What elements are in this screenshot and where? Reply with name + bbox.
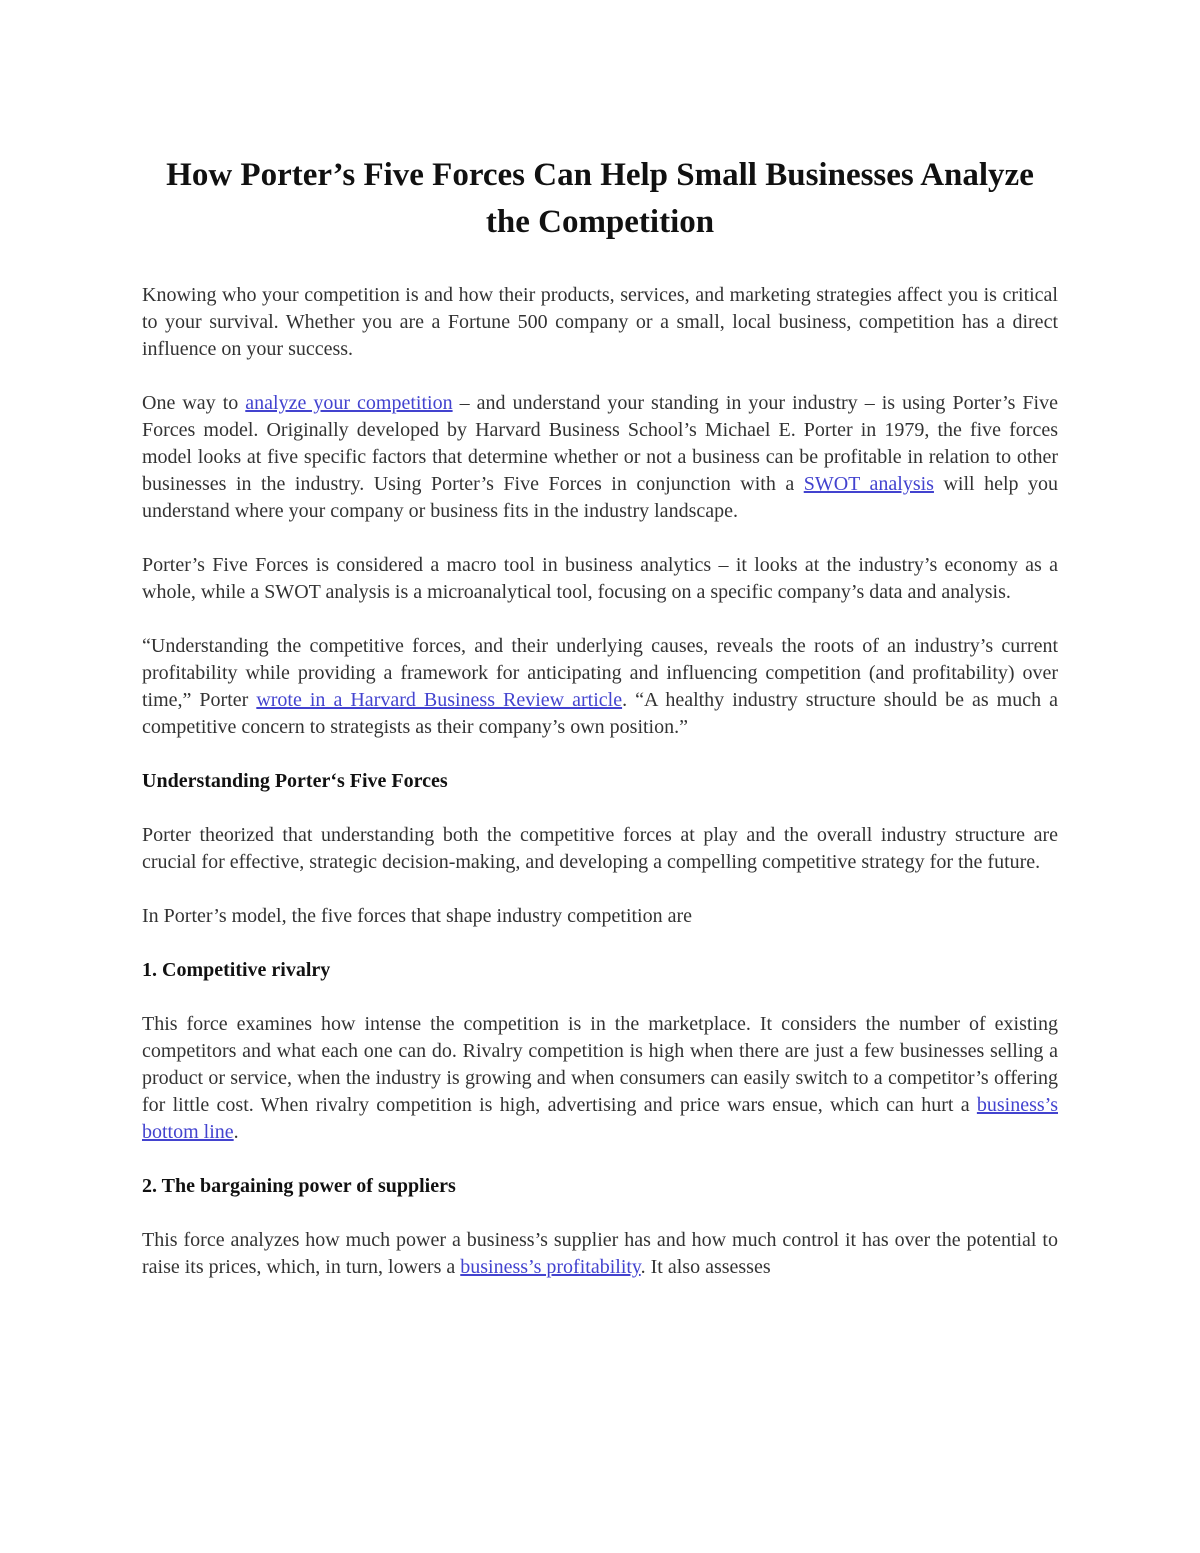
text-run: Knowing who your competition is and how their products, services, and marketing strategies affect you is critical to your survival. Whether you are a Fortune 500 company or a small, local business, competition has a direct influence on your success.	[142, 283, 1058, 360]
paragraph	[142, 282, 1058, 363]
document-title: How Porter’s Five Forces Can Help Small Businesses Analyze the Competition	[166, 157, 1034, 240]
text-run: This force examines how intense the competition is in the marketplace. It considers the number of existing competitors and what each one can do. Rivalry competition is high when there are just a few businesses selling a product or service, when the industry is growing and when consumers can easily switch to a competitor’s offering for little cost. When rivalry competition is high, advertising and price wars ensue, which can hurt a	[142, 1012, 1058, 1116]
text-run: . “A healthy industry structure should be as much a competitive concern to strategists as their company’s own position.”	[142, 688, 1058, 738]
text-run: In Porter’s model, the five forces that shape industry competition are	[142, 904, 693, 927]
inline-link[interactable]: analyze your competition	[245, 391, 453, 414]
text-run: .	[233, 1120, 239, 1143]
paragraph	[142, 633, 1058, 741]
paragraph	[142, 903, 1058, 930]
text-run: This force analyzes how much power a business’s supplier has and how much control it has over the potential to raise its prices, which, in turn, lowers a	[142, 1228, 1058, 1278]
inline-link[interactable]: business’s bottom line	[142, 1093, 1058, 1143]
text-run: One way to	[142, 391, 246, 414]
text-run: – and understand your standing in your industry – is using Porter’s Five Forces model. Originally developed by Harvard Business School’s Michael E. Porter in 1979, the five forces model looks at five specific factors that determine whether or not a business can be profitable in relation to other businesses in the industry. Using Porter’s Five Forces in conjunction with a	[142, 391, 1058, 495]
inline-link[interactable]: wrote in a Harvard Business Review article	[256, 688, 623, 711]
text-run: “Understanding the competitive forces, and their underlying causes, reveals the roots of an industry’s current profitability while providing a framework for anticipating and influencing competition (and profitability) over time,” Porter	[142, 634, 1058, 711]
inline-link[interactable]: SWOT analysis	[803, 472, 934, 495]
paragraph	[142, 822, 1058, 876]
text-run: Porter’s Five Forces is considered a macro tool in business analytics – it looks at the industry’s economy as a whole, while a SWOT analysis is a microanalytical tool, focusing on a specific company’s data and analysis.	[142, 553, 1058, 603]
text-run: Porter theorized that understanding both the competitive forces at play and the overall industry structure are crucial for effective, strategic decision-making, and developing a compelling competitive strategy for the future.	[142, 823, 1058, 873]
inline-link[interactable]: business’s profitability	[460, 1255, 641, 1278]
section-heading: 1. Competitive rivalry	[142, 958, 331, 981]
text-run: will help you understand where your company or business fits in the industry landscape.	[142, 472, 1058, 522]
paragraph	[142, 552, 1058, 606]
paragraph	[142, 1011, 1058, 1146]
document-content	[142, 282, 1058, 1281]
text-run: . It also assesses	[640, 1255, 771, 1278]
section-heading: 2. The bargaining power of suppliers	[142, 1174, 456, 1197]
paragraph	[142, 390, 1058, 525]
section-heading: Understanding Porter‘s Five Forces	[142, 769, 448, 792]
paragraph	[142, 1227, 1058, 1281]
